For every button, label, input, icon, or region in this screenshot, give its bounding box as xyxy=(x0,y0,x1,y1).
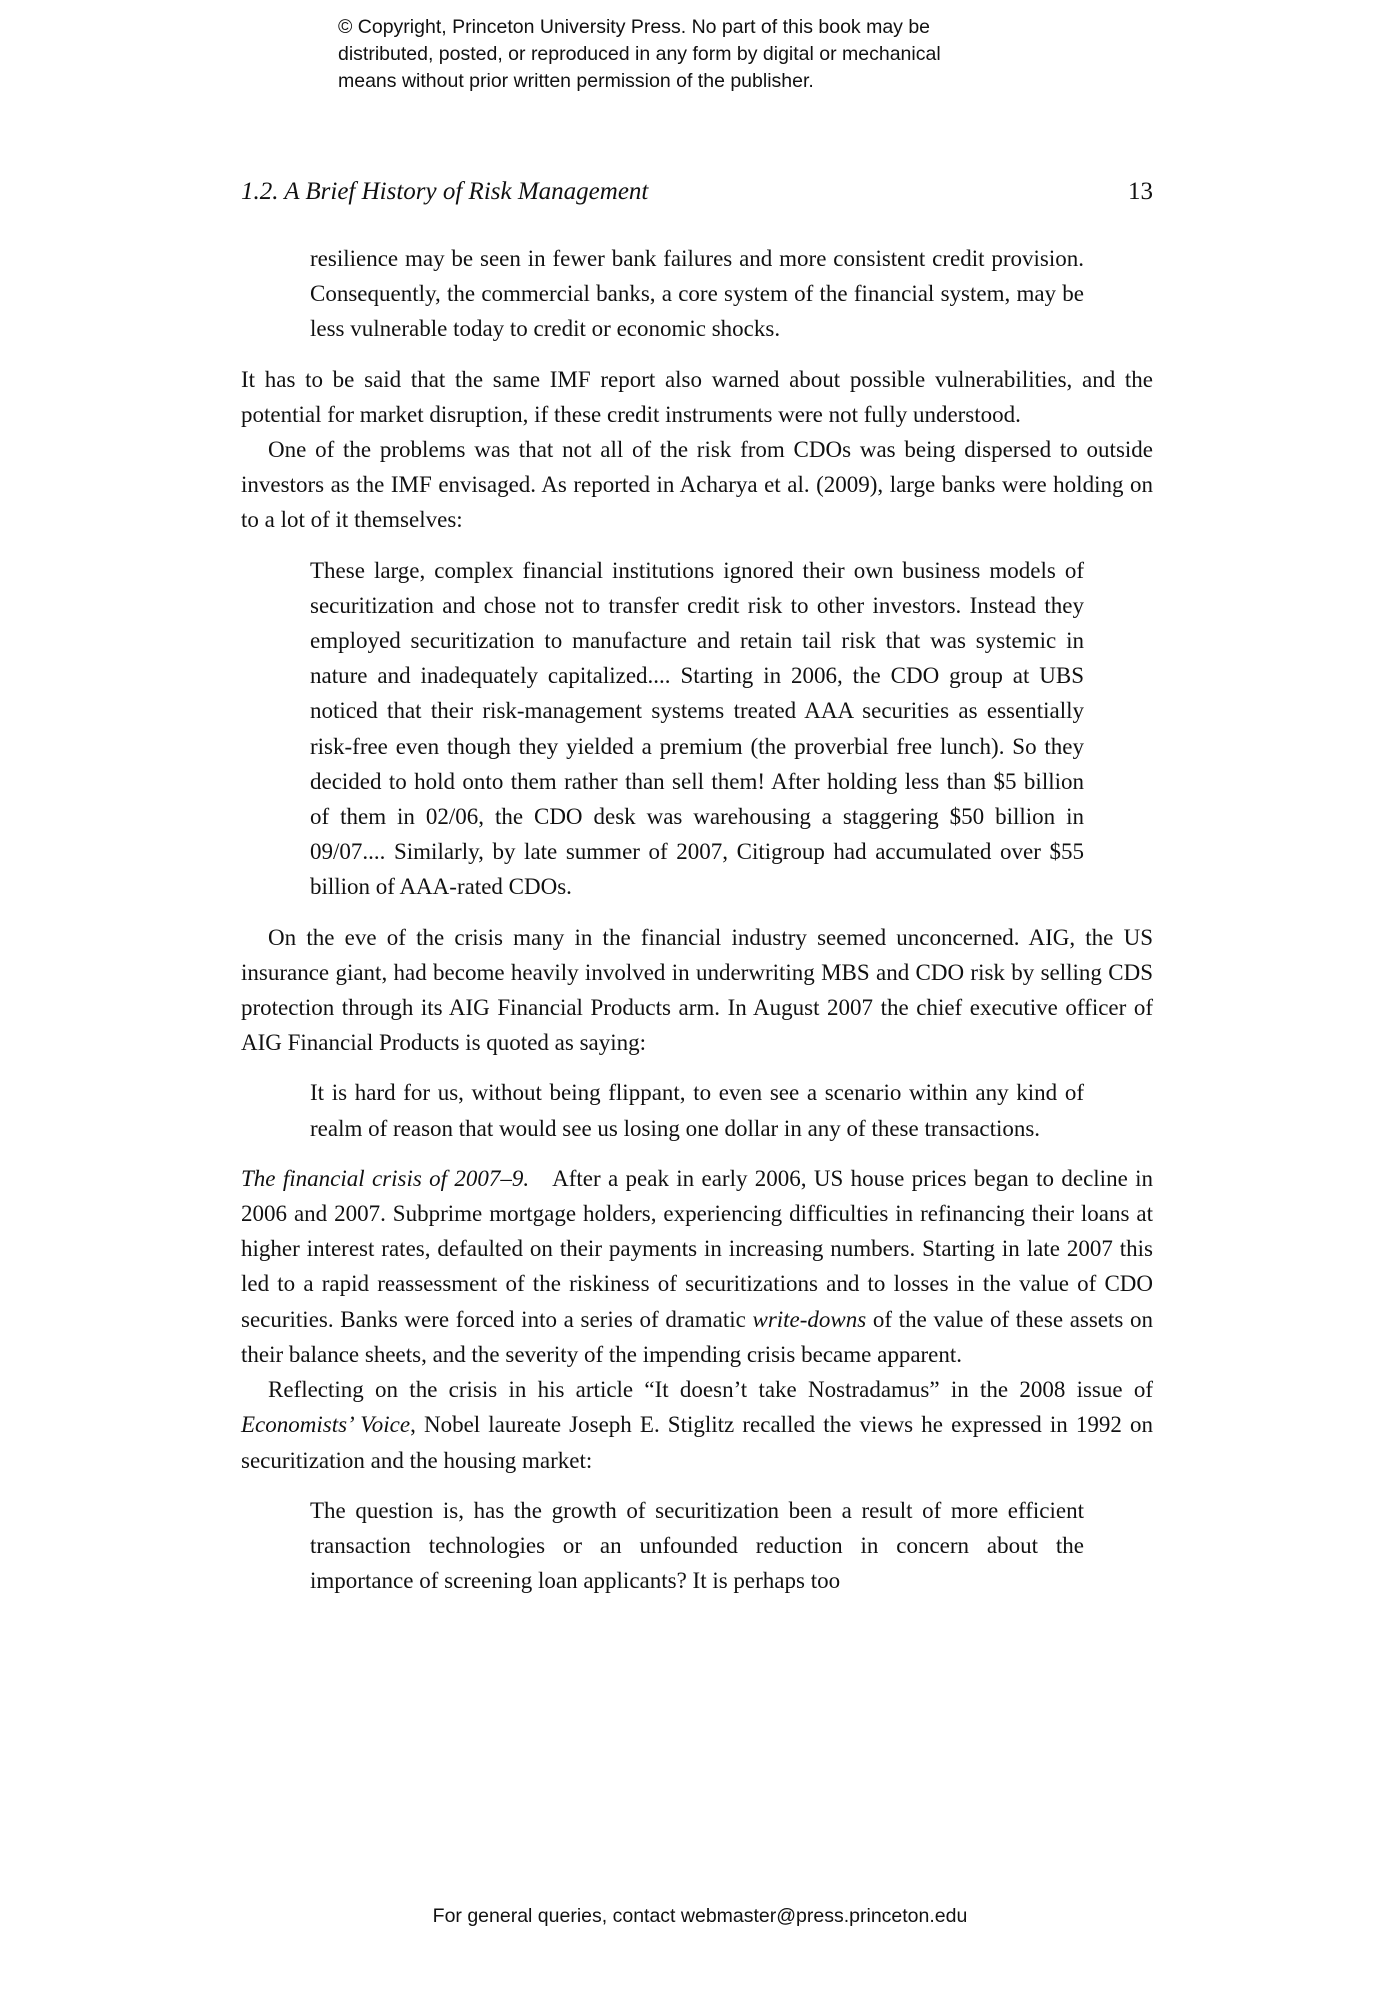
paragraph-stiglitz xyxy=(241,1372,1153,1478)
footer-contact: For general queries, contact webmaster@press.princeton.edu xyxy=(432,1905,968,1927)
block-quote-imf: resilience may be seen in fewer bank failures and more consistent credit provision. Consequently, the commercial banks, a core system of the financial system, may be less vulnerable today to credit or economic shocks. xyxy=(310,246,1084,342)
stiglitz-tail: , Nobel laureate Joseph E. Stiglitz recalled the views he expressed in 1992 on securitization and the housing market: xyxy=(241,1412,1153,1473)
copyright-line-1: © Copyright, Princeton University Press. No part of this book may be xyxy=(338,16,931,38)
paragraph-financial-crisis xyxy=(241,1161,1153,1372)
section-title: 1.2. A Brief History of Risk Management xyxy=(241,178,649,205)
block-quote-stiglitz: The question is, has the growth of securitization been a result of more efficient transaction technologies or an unfounded reduction in concern about the importance of screening loan applicants? It is perhaps too xyxy=(310,1497,1084,1594)
journal-title: Economists’ Voice xyxy=(241,1412,411,1438)
page-body xyxy=(241,241,1153,1598)
paragraph-cdo-risk: One of the problems was that not all of the risk from CDOs was being dispersed to outside investors as the IMF envisaged. As reported in Acharya et al. (2009), large banks were holding on to a lot of it themselves: xyxy=(241,437,1153,533)
page-number: 13 xyxy=(1128,178,1153,205)
crisis-text-tail: of the value of these assets on their balance sheets, and the severity of the impending crisis became apparent. xyxy=(241,1306,1154,1367)
copyright-line-3: means without prior written permission of the publisher. xyxy=(338,70,814,92)
block-quote-acharya: These large, complex financial institutions ignored their own business models of securitization and chose not to transfer credit risk to other investors. Instead they employed securitization to manufacture and retain tail risk that was systemic in nature and inadequately capitalized.... Starting in 2006, the CDO group at UBS noticed that their risk-management systems treated AAA securities as essentially risk-free even though they yielded a premium (the proverbial free lunch). So they decided to hold onto them rather than sell them! After holding less than $5 billion of them in 02/06, the CDO desk was warehousing a staggering $50 billion in 09/07.... Similarly, by late summer of 2007, Citigroup had accumulated over $55 billion of AAA-rated CDOs. xyxy=(310,557,1084,900)
stiglitz-lead: Reflecting on the crisis in his article “It doesn’t take Nostradamus” in the 2008 issue of xyxy=(268,1377,1153,1403)
crisis-text: After a peak in early 2006, US house prices began to decline in 2006 and 2007. Subprime mortgage holders, experiencing difficulties in refinancing their loans at higher interest rates, defaulted on their payments in increasing numbers. Starting in late 2007 this led to a rapid reassessment of the riskiness of securitizations and to losses in the value of CDO securities. Banks were forced into a series of dramatic xyxy=(241,1165,1154,1332)
copyright-notice xyxy=(338,14,1098,95)
run-in-heading: The financial crisis of 2007–9. xyxy=(241,1165,530,1191)
paragraph-aig: On the eve of the crisis many in the financial industry seemed unconcerned. AIG, the US insurance giant, had become heavily involved in underwriting MBS and CDO risk by selling CDS protection through its AIG Financial Products arm. In August 2007 the chief executive officer of AIG Financial Products is quoted as saying: xyxy=(241,924,1153,1056)
running-head xyxy=(241,176,1153,208)
emphasis-write-downs: write-downs xyxy=(752,1306,867,1332)
copyright-line-2: distributed, posted, or reproduced in any form by digital or mechanical xyxy=(338,43,941,65)
block-quote-aig: It is hard for us, without being flippant, to even see a scenario within any kind of realm of reason that would see us losing one dollar in any of these transactions. xyxy=(310,1080,1084,1141)
paragraph-imf-warning: It has to be said that the same IMF report also warned about possible vulnerabilities, and the potential for market disruption, if these credit instruments were not fully understood. xyxy=(241,366,1153,427)
